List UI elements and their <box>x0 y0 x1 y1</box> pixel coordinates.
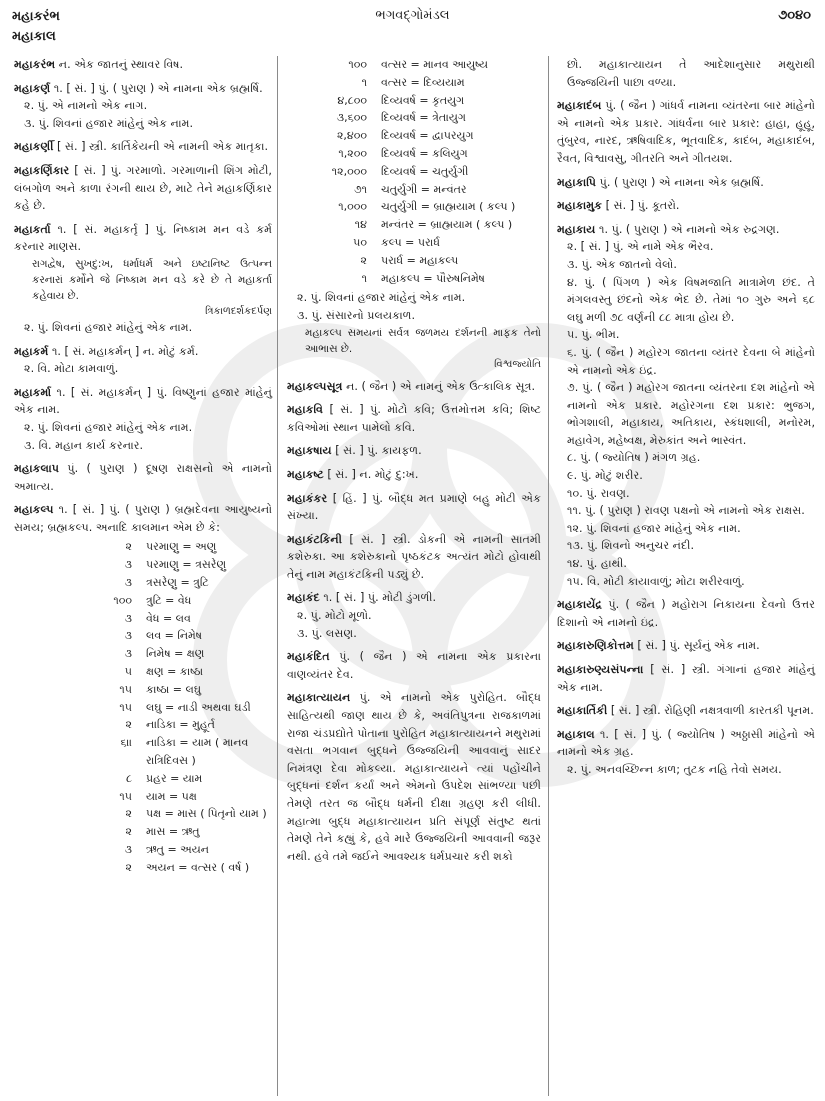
headword: મહાકર્મા <box>14 385 52 399</box>
dictionary-entry <box>557 97 815 167</box>
time-units-table <box>14 538 272 876</box>
sense: ૪. પું. ( પિંગળ ) એક વિષમજાતિ માત્રામેળ છંદ. તે મંગલવસ્તુ છંદનો એક ભેદ છે. તેમાં ૧૦ ગુરુ અને ૬૮ લઘુ મળી ૭૮ વર્ણની ૮૮ માત્રા હોય છે. <box>567 275 815 324</box>
dictionary-entry <box>14 221 272 337</box>
dictionary-entry <box>557 726 815 779</box>
definition: ૧. [ સં. મહાકર્મન્ ] ન. મોટું કર્મ. <box>51 344 199 358</box>
headword: મહાકાપિ <box>557 175 597 189</box>
entry-continuation: છો. મહાકાત્યાયન તે આદેશાનુસાર મથુરાથી ઉજ્જયિની પાછા વળ્યા. <box>567 58 815 89</box>
dictionary-entry <box>14 343 272 378</box>
guide-word-first: મહાકરંભ <box>12 9 60 24</box>
definition: પું. એ નામનો એક પુરોહિત. બૌદ્ધ સાહિત્યથી જાણ થાય છે કે, અવંતિપુત્રના રાજકાળમાં રાજા ચંડપ્રદ્યોતે પોતાના પુરોહિત મહાકાત્યાયનને મથુરામાં વસતા ભગવાન બુદ્ધને ઉજ્જયિની આવવાનું સાદર નિમંત્રણ દેવા મોકલ્યા. મહાકાત્યાયને ત્યાં પહોંચીને બુદ્ધનાં દર્શન કર્યાં અને એમનો ઉપદેશ સાંભળ્યા પછી તેમણે તરત જ બૌદ્ધ ધર્મની દીક્ષા ગ્રહણ કરી લીધી. મહાત્મા બુદ્ધ મહાકાત્યાયન પ્રતિ સંપૂર્ણ સંતુષ્ટ થતાં તેમણે તેને કહ્યું કે, હવે મારે ઉજ્જયિની આવવાની જરૂર નથી. હવે તમે જઈને આવશ્યક ધર્મપ્રચાર કરી શકો <box>287 691 541 863</box>
definition: પું. ( પુરાણ ) એ નામના એક બ્રહ્મર્ષિ. <box>599 175 764 189</box>
sense: ૩. વિ. મહાન કાર્ય કરનાર. <box>24 438 144 452</box>
dictionary-entry <box>557 596 815 631</box>
dictionary-entry <box>287 490 541 525</box>
sense: ૧૫. વિ. મોટી કાયાવાળું; મોટા શરીરવાળું. <box>567 574 745 588</box>
column-1 <box>14 56 272 1096</box>
table-row: ૩ વેધ = લવ <box>124 611 191 625</box>
table-row: ૭૧ ચતુર્યુગી = મન્વંતર <box>353 182 467 196</box>
definition: પું. ( જૈન ) ગાંધર્વ નામના વ્યંતરના બાર માંહેનો એ નામનો એક પ્રકાર. ગાંધર્વના બાર પ્રકાર: હાહા, હૂહૂ, તુંબુરવ, નારદ, ઋષિવાદિક, ભૂતવાદિક, કાદંબ, મહાકાદંબ, રૈવત, વિશ્વાવસુ, ગીતરતિ અને ગીતયશ. <box>557 99 815 165</box>
headword: મહાકાર્તિકી <box>557 704 608 718</box>
headword: મહાકર્ણ <box>14 81 51 95</box>
sense: ૩. પું. એક જાતનો વેલો. <box>567 257 677 271</box>
sense: ૩. પું. લસણ. <box>297 626 357 640</box>
headword: મહાકામુક <box>557 199 603 213</box>
sense: ૨. પું. શિવનાં હજાર માંહેનું એક નામ. <box>297 291 466 305</box>
dictionary-entry <box>287 689 541 865</box>
definition: [ સં. ] પું. સૂર્યનું એક નામ. <box>637 639 760 653</box>
dictionary-entry <box>557 637 815 655</box>
table-row: ૫ ક્ષણ = કાષ્ઠા <box>124 665 204 679</box>
definition: ૧. [ સં. ] પું. ( પુરાણ ) એ નામના એક બ્રહ્મર્ષિ. <box>53 81 263 95</box>
sense: ૨. પું. એ નામનો એક નાગ. <box>24 99 148 113</box>
definition: [ સં. ] પું. કૂતરો. <box>605 199 680 213</box>
table-row: ૧૨,૦૦૦ દિવ્યવર્ષ = ચતુર્યુગી <box>331 164 469 178</box>
dictionary-columns <box>0 56 825 1096</box>
definition: ૧. [ સં. ] પું. ( પુરાણ ) બ્રહ્મદેવના આયુષ્યનો સમય; બ્રહ્મકલ્પ. અનાદિ કાલમાન એમ છે કે: <box>14 503 273 534</box>
dictionary-entry <box>14 138 272 156</box>
dictionary-entry <box>287 531 541 584</box>
table-row: ૨ પરાર્ધ = મહાકલ્પ <box>360 253 459 267</box>
dictionary-entry <box>287 648 541 683</box>
quotation: મહાકલ્પ સમયનાં સર્વત્ર જળમય દર્શનની માફક તેનો આભાસ છે. <box>305 326 541 355</box>
sense: ૨. પું. શિવનાં હજાર માંહેનું એક નામ. <box>24 420 193 434</box>
definition: [ સં. ] સ્ત્રી. રોહિણી નક્ષત્રવાળી કારતકી પૂનમ. <box>610 704 814 718</box>
quotation: રાગદ્વેષ, સુખદુ:ખ, ધર્માધર્મ અને ઇષ્ટાનિષ્ટ ઉત્પન્ન કરનારાં કર્મોને જે નિષ્કામ મન વડે કરે છે તે મહાકર્તા કહેવાય છે. <box>32 257 272 302</box>
table-row: ૩,૬૦૦ દિવ્યવર્ષ = ત્રેતાયુગ <box>336 111 466 125</box>
page-number: ૭૦૪૦ <box>778 8 811 23</box>
dictionary-entry <box>557 221 815 590</box>
sense: ૩. પું. સંસારનો પ્રલયકાળ. <box>297 308 416 322</box>
definition: ૧. પું. ( પુરાણ ) એ નામનો એક રુદ્રગણ. <box>598 222 780 236</box>
dictionary-entry <box>287 589 541 642</box>
table-row: ૨ પરમાણુ = અણુ <box>125 540 217 554</box>
table-row: ૩ પરમાણુ = ત્રસરેણુ <box>124 558 227 572</box>
table-row: ૧૫ યામ = પક્ષ <box>119 789 197 803</box>
dictionary-entry <box>287 378 541 396</box>
table-row: ૧૫ લઘુ = નાડી અથવા ઘડી <box>119 700 251 714</box>
table-row: ૨ પક્ષ = માસ ( પિતૃનો યામ ) <box>125 807 267 821</box>
headword: મહાકવિ <box>287 403 323 417</box>
column-3 <box>557 56 815 1096</box>
table-row: ૫૦ કલ્પ = પરાર્ધ <box>353 235 440 249</box>
time-units-table-continued <box>287 56 515 287</box>
quotation-source: ત્રિકાળદર્શકદર્પણ <box>205 305 272 317</box>
sense: ૬. પું. ( જૈન ) મહોરગ જાતના વ્યંતર દેવના બે માંહેનો એ નામનો એક ઇંદ્ર. <box>567 345 815 377</box>
headword: મહાકલ્પસૂત્ર <box>287 379 343 393</box>
headword: મહાકંદિત <box>287 650 330 664</box>
running-title: ભગવદ્ગોમંડલ <box>375 8 450 23</box>
table-row: ૨ નાડિકા = મુહૂર્ત <box>125 718 215 732</box>
sense: ૩. પું. શિવનાં હજાર માંહેનું એક નામ. <box>24 116 194 130</box>
sense: ૨. પું. શિવનાં હજાર માંહેનું એક નામ. <box>24 320 193 334</box>
headword: મહાકલાપ <box>14 462 59 476</box>
headword: મહાકંદ <box>287 591 320 605</box>
definition: ન. ( જૈન ) એ નામનું એક ઉત્કાલિક સૂત્ર. <box>346 379 536 393</box>
sense: ૧૧. પું. ( પુરાણ ) રાવણ પક્ષનો એ નામનો એક રાક્ષસ. <box>567 504 805 518</box>
dictionary-entry <box>557 174 815 192</box>
sense: ૨. પું. અનવચ્છિન્ન કાળ; તુટક નહિ તેવો સમય. <box>567 762 782 776</box>
definition: [ સં. ] સ્ત્રી. ગંગાનાં હજાર માંહેનું એક નામ. <box>557 663 815 694</box>
headword: મહાકંટકિની <box>287 532 342 546</box>
table-row: ૧૫ કાષ્ઠા = લઘુ <box>119 682 202 696</box>
page-header <box>0 0 825 52</box>
table-row: ૧૦૦ ત્રુટિ = વેધ <box>113 593 192 607</box>
dictionary-entry <box>557 197 815 215</box>
definition: ૧. [ સં. ] પું. મોટી ડુંગળી. <box>323 591 437 605</box>
column-2 <box>287 56 541 1096</box>
entry-continuation <box>287 289 541 371</box>
headword: મહાકર્તા <box>14 222 51 236</box>
headword: મહાકલ્પ <box>14 503 54 517</box>
guide-word-last: મહાકાલ <box>12 29 56 44</box>
table-row: ૩ ઋતુ = અયન <box>124 843 209 857</box>
sense: ૭. પું. ( જૈન ) મહોરગ જાતના વ્યંતરના દશ માંહેનો એ નામનો એક પ્રકાર. મહોરગના દશ પ્રકાર: ભુજગ, ભોગશાલી, મહાકાય, અતિકાય, સ્કંધશાલી, મનોરમ, મહાવેગ, મહેષ્વક્ષ, મેરુકાંત અને ભાસ્વંત. <box>567 381 815 447</box>
definition: ૧. [ સં. મહાકર્તૃ ] પું. નિષ્કામ મન વડે કર્મ કરનાર માણસ. <box>14 222 272 254</box>
dictionary-entry <box>557 702 815 720</box>
definition: [ સં. ] સ્ત્રી. કાર્તિકેયની એ નામની એક માતૃકા. <box>57 140 269 154</box>
definition: ૧. [ સં. ] પું. ( જ્યોતિષ ) અઠ્ઠાસી માંહેનો એ નામનો એક ગ્રહ. <box>557 727 815 759</box>
table-row: ૪,૮૦૦ દિવ્યવર્ષ = કૃતયુગ <box>337 93 465 107</box>
headword: મહાકરંભ <box>14 58 56 71</box>
dictionary-entry <box>14 501 272 536</box>
table-row: ૨ માસ = ઋતુ <box>125 825 200 839</box>
definition: [ સં. ] સ્ત્રી. ડોકની એ નામની સાતમી કશેરુકા. આ કશેરુકાનો પૃષ્ઠકંટક અત્યંત મોટો હોવાથી તેનું નામ મહાકંટકિની પડ્યું છે. <box>287 532 541 581</box>
sense: ૨. વિ. મોટા કામવાળું. <box>24 362 119 376</box>
definition: પું. ( જૈન ) મહોરાગ નિકાયના દેવનો ઉત્તર દિશાનો એ નામનો ઇંદ્ર. <box>557 598 815 629</box>
sense: ૨. પું. મોટો મૂળો. <box>297 609 372 623</box>
definition: ૧. [ સં. મહાકર્મન્ ] પું. વિષ્ણુનાં હજાર માંહેનું એક નામ. <box>14 385 272 417</box>
dictionary-entry <box>14 460 272 495</box>
headword: મહાકાય <box>557 222 596 236</box>
dictionary-entry <box>287 466 541 484</box>
sense: ૧૨. પું. શિવનાં હજાર માંહેનું એક નામ. <box>567 521 741 535</box>
table-row: ૧,૨૦૦ દિવ્યવર્ષ = કલિયુગ <box>338 146 468 160</box>
sense: ૧૪. પું. હાથી. <box>567 557 627 571</box>
headword: મહાકારુણિકોત્તમ <box>557 639 634 653</box>
table-row: ૧,૦૦૦ ચતુર્યુગી = બ્રાહ્મયામ ( કલ્પ ) <box>338 200 516 214</box>
dictionary-entry <box>287 442 541 460</box>
table-row: ૮ પ્રહર = યામ <box>125 771 203 785</box>
sense: ૧૩. પું. શિવનો અનુચર નંદી. <box>567 539 695 553</box>
table-row: ૩ નિમેષ = ક્ષણ <box>124 647 205 661</box>
headword: મહાકર્ણિકાર <box>14 163 70 177</box>
table-row: ૧ મહાકલ્પ = પૌરુષનિમેષ <box>361 271 485 285</box>
headword: મહાકાલ <box>557 727 595 741</box>
headword: મહાકારુણ્યસંપન્ના <box>557 663 644 676</box>
column-divider <box>277 56 278 1096</box>
table-row: ૧ વત્સર = દિવ્યયામ <box>361 75 465 89</box>
dictionary-entry <box>14 56 272 74</box>
quotation-source: વિશ્વજ્યોતિ <box>494 358 541 370</box>
dictionary-entry <box>14 384 272 454</box>
dictionary-entry <box>14 80 272 133</box>
headword: મહાકાયેંદ્ર <box>557 598 603 612</box>
sense: ૯. પું. મોટું શરીર. <box>567 469 643 483</box>
table-row: ૨ અયન = વત્સર ( વર્ષ ) <box>125 860 250 874</box>
table-row: ૧૪ મન્વંતર = બ્રાહ્મયામ ( કલ્પ ) <box>354 218 513 232</box>
definition: [ સં. ] પું. મોટો કવિ; ઉત્તમોત્તમ કવિ; શિષ્ટ કવિઓમાં સ્થાન પામેલો કવિ. <box>287 403 541 434</box>
dictionary-entry <box>14 162 272 215</box>
table-row: ૩ લવ = નિમેષ <box>124 629 202 643</box>
dictionary-entry <box>557 661 815 696</box>
definition: [ હિં. ] પું. બૌદ્ધ મત પ્રમાણે બહુ મોટી એક સંખ્યા. <box>287 491 541 523</box>
headword: મહાકષ્ટ <box>287 467 324 481</box>
table-row: ૧૦૦ વત્સર = માનવ આયુષ્ય <box>348 58 489 71</box>
table-row: ૬ાા નાડિકા = યામ ( માનવ રાત્રિદિવસ ) <box>120 736 249 768</box>
definition: પું. ( જૈન ) એ નામના એક પ્રકારના વાણવ્યંતર દેવ. <box>287 650 542 681</box>
dictionary-entry <box>287 401 541 436</box>
headword: મહાકષાય <box>287 444 332 458</box>
headword: મહાકાત્યાયન <box>287 691 351 705</box>
headword: મહાકર્ણી <box>14 140 54 154</box>
column-divider <box>548 56 549 1096</box>
definition: [ સં. ] પું. કાયફળ. <box>335 444 422 458</box>
definition: ન. એક જાતનું સ્થાવર વિષ. <box>58 58 184 71</box>
headword: મહાકંકર <box>287 491 328 505</box>
table-row: ૩ ત્રસરેણુ = ત્રુટિ <box>124 576 209 590</box>
definition: પું. ( પુરાણ ) દૂષણ રાક્ષસનો એ નામનો અમાત્ય. <box>14 462 272 493</box>
sense: ૫. પું. ભીમ. <box>567 328 620 342</box>
definition: [ સં. ] ન. મોટું દુ:ખ. <box>327 467 419 481</box>
headword: મહાકાદંબ <box>557 99 602 113</box>
sense: ૧૦. પું. રાવણ. <box>567 486 630 500</box>
definition: [ સં. ] પું. ગરમાળો. ગરમાળાની શિંગ મોટી, લંબગોળ અને કાળા રંગની થાય છે, માટે તેને મહાકર્ણિકાર કહે છે. <box>14 163 272 213</box>
table-row: ૨,૪૦૦ દિવ્યવર્ષ = દ્વાપરયુગ <box>336 129 474 143</box>
sense: ૮. પું. ( જ્યોતિષ ) મંગળ ગ્રહ. <box>567 451 701 465</box>
headword: મહાકર્મ <box>14 344 49 358</box>
sense: ૨. [ સં. ] પું. એ નામે એક ભૈરવ. <box>567 240 714 254</box>
